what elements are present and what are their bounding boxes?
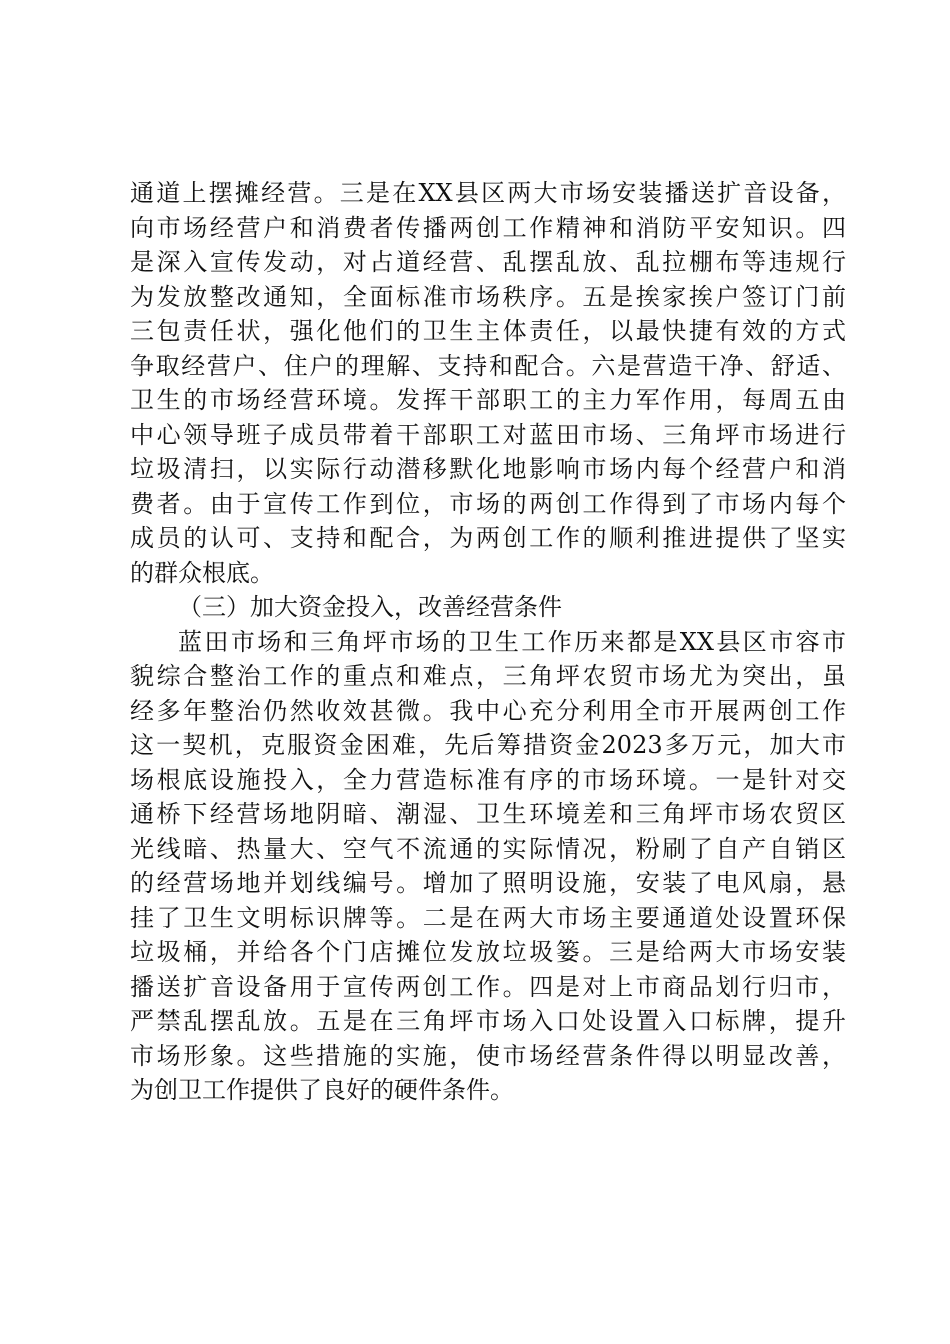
paragraph-line: 费者。由于宣传工作到位，市场的两创工作得到了市场内每个 — [130, 489, 846, 518]
paragraph-line: 挂了卫生文明标识牌等。二是在两大市场主要通道处设置环保 — [130, 903, 846, 932]
paragraph-line: 为创卫工作提供了良好的硬件条件。 — [130, 1076, 514, 1104]
paragraph-2 — [130, 625, 846, 1108]
paragraph-line: 卫生的市场经营环境。发挥干部职工的主力军作用，每周五由 — [130, 386, 846, 414]
paragraph-line: 市场形象。这些措施的实施，使市场经营条件得以明显改善， — [130, 1041, 846, 1070]
document-body — [130, 176, 846, 1108]
paragraph-line: 中心领导班子成员带着干部职工对蓝田市场、三角坪市场进行 — [130, 420, 846, 449]
paragraph-line: 经多年整治仍然收效甚微。我中心充分利用全市开展两创工作 — [130, 696, 846, 725]
paragraph-line: 蓝田市场和三角坪市场的卫生工作历来都是XX县区市容市 — [178, 627, 846, 656]
paragraph-line: 的群众根底。 — [130, 558, 274, 587]
paragraph-line: 这一契机，克服资金困难，先后筹措资金2023多万元，加大市 — [130, 731, 846, 759]
paragraph-line: 通桥下经营场地阴暗、潮湿、卫生环境差和三角坪市场农贸区 — [130, 800, 846, 828]
paragraph-line: 垃圾清扫，以实际行动潜移默化地影响市场内每个经营户和消 — [130, 455, 846, 483]
paragraph-line: 场根底设施投入，全力营造标准有序的市场环境。一是针对交 — [130, 765, 846, 794]
paragraph-line: 严禁乱摆乱放。五是在三角坪市场入口处设置入口标牌，提升 — [130, 1007, 846, 1035]
section-heading: （三）加大资金投入，改善经营条件 — [178, 593, 562, 621]
paragraph-line: 向市场经营户和消费者传播两创工作精神和消防平安知识。四 — [130, 213, 846, 242]
paragraph-line: 光线暗、热量大、空气不流通的实际情况，粉刷了自产自销区 — [130, 834, 846, 863]
paragraph-line: 是深入宣传发动，对占道经营、乱摆乱放、乱拉棚布等违规行 — [130, 248, 846, 276]
paragraph-line: 争取经营户、住户的理解、支持和配合。六是营造干净、舒适、 — [130, 351, 846, 380]
paragraph-line: 为发放整改通知，全面标准市场秩序。五是挨家挨户签订门前 — [130, 282, 846, 311]
paragraph-line: 三包责任状，强化他们的卫生主体责任，以最快捷有效的方式 — [130, 317, 846, 345]
paragraph-1 — [130, 176, 846, 590]
paragraph-line: 播送扩音设备用于宣传两创工作。四是对上市商品划行归市， — [130, 972, 846, 1001]
paragraph-line: 成员的认可、支持和配合，为两创工作的顺利推进提供了坚实 — [130, 524, 846, 552]
paragraph-line: 貌综合整治工作的重点和难点，三角坪农贸市场尤为突出，虽 — [130, 662, 846, 690]
paragraph-line: 的经营场地并划线编号。增加了照明设施，安装了电风扇，悬 — [130, 869, 846, 897]
paragraph-line: 垃圾桶，并给各个门店摊位发放垃圾篓。三是给两大市场安装 — [130, 938, 846, 966]
paragraph-line: 通道上摆摊经营。三是在XX县区两大市场安装播送扩音设备， — [130, 179, 846, 207]
